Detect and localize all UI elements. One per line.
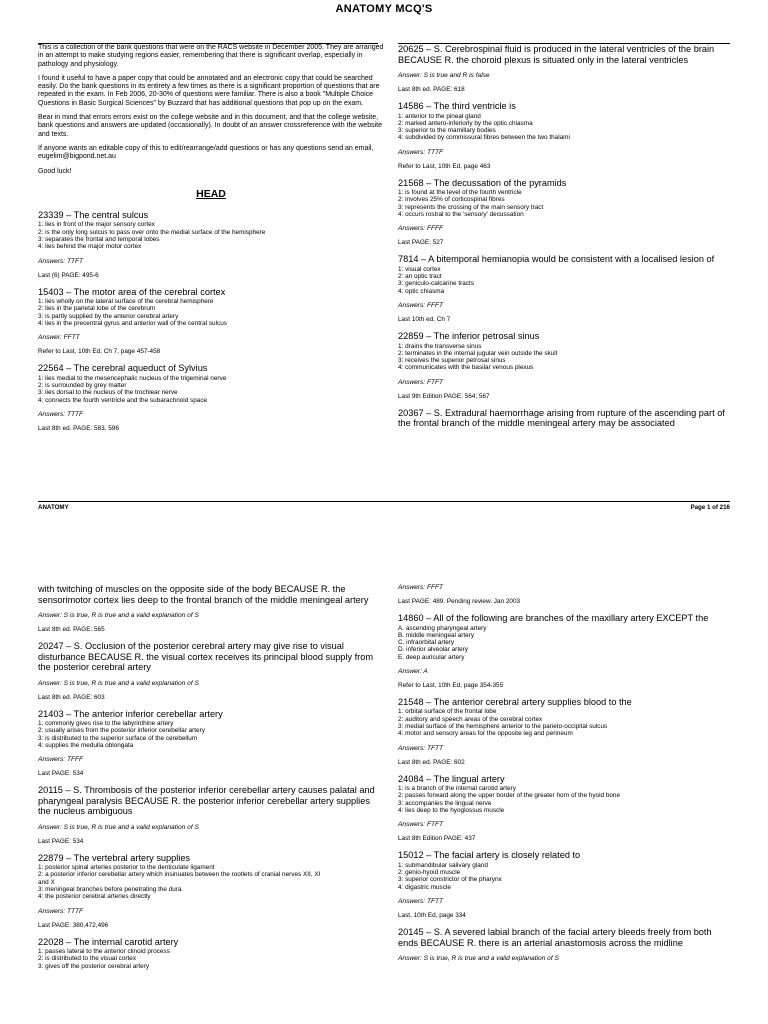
- reference: Last 9th Edition PAGE: 564; 567: [398, 392, 490, 400]
- answer: Answers: TTTF: [38, 907, 84, 915]
- question-options: [38, 720, 384, 749]
- reference: Last (6) PAGE: 495-6: [38, 271, 99, 279]
- document-page-2: [0, 578, 768, 1024]
- reference: Last, 10th Ed, page 334: [398, 912, 466, 920]
- question-title: 15012 – The facial artery is closely related to: [398, 850, 581, 861]
- question-options: [398, 785, 730, 814]
- question-option: 4: digastric muscle: [398, 883, 451, 891]
- question: [38, 853, 384, 929]
- intro-text: [38, 44, 384, 176]
- question-title: 21548 – The anterior cerebral artery supplies blood to the: [398, 696, 632, 707]
- question: [398, 850, 730, 919]
- answer: Answers: TFFF: [38, 756, 84, 764]
- question-option: 3: is partly supplied by the anterior cerebral artery: [38, 312, 179, 320]
- question: [38, 287, 384, 356]
- question: [38, 937, 384, 970]
- question-option: 2: passes forward along the upper border of the greater horn of the hyoid bone: [398, 792, 621, 800]
- question-option: 2: auditory and speech areas of the cerebral cortex: [398, 715, 543, 723]
- question-option: 4: the posterior cerebral arteries directly: [38, 893, 151, 901]
- page2-left-column: [38, 584, 384, 970]
- question-option: 1: lies in front of the major sensory cortex: [38, 221, 155, 229]
- question: [398, 331, 730, 400]
- question-option: A. ascending pharyngeal artery: [398, 624, 487, 632]
- reference: Last 8th ed. PAGE: 565: [38, 626, 105, 633]
- reference: Last 8th ed. PAGE: 603: [38, 693, 105, 701]
- reference: Refer to Last, 10th Ed, Ch 7, page 457-458: [38, 348, 161, 356]
- question-option: 4: motor and sensory areas for the opposite leg and perineum: [398, 730, 573, 738]
- answer: Answers: FTFT: [398, 821, 444, 829]
- question-option: 3: superior constrictor of the pharynx: [398, 876, 502, 884]
- question-option: 4: lies deep to the hyoglossus muscle: [398, 807, 505, 815]
- question-option: 2: usually arises from the posterior inferior cerebellar artery: [38, 727, 205, 735]
- question-title: 20367 – S. Extradural haemorrhage arising from rupture of the ascending part of the frontal branch of the middle meningeal artery may be associated: [398, 407, 725, 429]
- page1-left-column: [38, 44, 384, 440]
- question-options: [38, 948, 384, 970]
- answer: Answer: S is true, R is true and a valid explanation of S: [38, 612, 199, 619]
- question-option: 2: involves 25% of corticospinal fibres: [398, 196, 505, 204]
- question-option: 1: orbital surface of the frontal lobe: [398, 708, 497, 716]
- question-option: 4: supplies the medulla oblongata: [38, 741, 134, 749]
- question-option: 3: gives off the posterior cerebral artery: [38, 962, 150, 970]
- question-option: 1: is a branch of the internal carotid artery: [398, 785, 516, 793]
- question-options: [38, 298, 384, 327]
- question-option: 4: connects the fourth ventricle and the subarachnoid space: [38, 396, 208, 404]
- question-title: 20115 – S. Thrombosis of the posterior inferior cerebellar artery causes palatal and pharyngeal paralysis BECAUSE R. the posterior inferior cerebellar artery supplies the nucleus ambiguous: [38, 785, 375, 817]
- question-option: 2: marked antero-inferiorly by the optic chiasma: [398, 119, 533, 127]
- reference: Last PAGE: 534: [38, 837, 84, 845]
- question-option: B. middle meningeal artery: [398, 631, 475, 639]
- question-options: [398, 266, 730, 295]
- question-options: [398, 189, 730, 218]
- reference: Last 8th Edition PAGE: 437: [398, 835, 476, 843]
- answer: Answers: TTFT: [38, 257, 84, 265]
- answer: Answers: TFTT: [398, 744, 444, 752]
- question-list: [398, 613, 730, 919]
- question-option: 2: a posterior inferior cerebellar artery which insinuates between the rootlets of cranial nerves XII, XI: [38, 871, 321, 879]
- question: [38, 641, 384, 701]
- question-title: 24084 – The lingual artery: [398, 773, 505, 784]
- continued-question-text: with twitching of muscles on the opposite side of the body BECAUSE R. the sensorimotor cortex lies deep to the frontal branch of the middle meningeal artery: [38, 584, 369, 605]
- question-option: 1: lies medial to the mesencephalic nucleus of the trigeminal nerve: [38, 374, 227, 382]
- answer: Answers: TTTF: [38, 410, 84, 418]
- question-title: 21403 – The anterior inferior cerebellar artery: [38, 708, 223, 719]
- question-option: 2: is surrounded by grey matter: [38, 382, 127, 390]
- reference: Refer to Last, 10th Ed, page 354-355: [398, 681, 504, 689]
- question-option: 3: lies dorsal to the nucleus of the trochlear nerve: [38, 389, 178, 397]
- question-title: 20625 – S. Cerebrospinal fluid is produced in the lateral ventricles of the brain BECAUSE R. the choroid plexus is situated only in the lateral ventricles: [398, 44, 715, 65]
- reference: Last 10th ed, Ch 7: [398, 316, 451, 324]
- question: [38, 363, 384, 432]
- question-option: 1: submandibular salivary gland: [398, 861, 488, 869]
- answer: Answer: FFTT: [38, 334, 80, 342]
- intro-paragraph: I found it useful to have a paper copy that could be annotated and an electronic copy that could be searched easily. Do the bank questions in its entirety a few times as there is a significant proportion of questions that are repeated in the exam. In Feb 2006, 20-30% of questions were familiar. There is also a book "Multiple Choice Questions in Basic Surgical Sciences" by Buzzard that has additional questions that pop up on the exam.: [38, 74, 380, 107]
- question-option: 1: commonly gives rise to the labyrinthine artery: [38, 720, 174, 727]
- question-list: [38, 210, 384, 432]
- footer-label: ANATOMY: [38, 504, 69, 511]
- question-option: 4: optic chiasma: [398, 287, 445, 295]
- question-option: 2: lies in the parietal lobe of the cerebrum: [38, 305, 156, 313]
- question-option: 3: is distributed to the superior surface of the cerebellum: [38, 734, 198, 742]
- page2-right-column: [398, 584, 730, 962]
- question: [38, 709, 384, 778]
- question-option: 3: accompanies the lingual nerve: [398, 799, 492, 807]
- question: [398, 254, 730, 323]
- reference: Last 8th ed. PAGE: 602: [398, 758, 465, 766]
- question-title: 7814 – A bitemporal hemianopia would be consistent with a localised lesion of: [398, 254, 715, 265]
- answer: Answer: S is true, R is true and a valid explanation of S: [38, 679, 199, 687]
- question-option: 4: occurs rostral to the 'sensory' decussation: [398, 211, 524, 219]
- question-options: [398, 343, 730, 372]
- question-option: 2: is distributed to the visual cortex: [38, 955, 137, 963]
- question-option: 3: represents the crossing of the main sensory tract: [398, 203, 544, 211]
- answer: Answers: FFFT: [398, 584, 444, 591]
- question-option: 1: visual cortex: [398, 265, 441, 273]
- question-option: 4: subdivided by commissural fibres between the two thalami: [398, 134, 570, 142]
- question: [38, 785, 384, 845]
- question-option: 2: genio-hyoid muscle: [398, 869, 461, 877]
- question-option: 3: meningeal branches before penetrating the dura: [38, 886, 182, 894]
- question-title: 14586 – The third ventricle is: [398, 101, 516, 111]
- question-option: 1: passes lateral to the anterior clinoid process: [38, 948, 170, 956]
- intro-paragraph: This is a collection of the bank questions that were on the RACS website in December 2005. They are arranged in an attempt to make studying regions easier, remembering that there is significant overlap, especially in pathology and physiology.: [38, 44, 384, 68]
- intro-paragraph: Bear in mind that errors errors exist on the college website and in this document, and that the college website, bank questions and answers are updated (occasionally). In doubt of an answer crossreference with the website and texts.: [38, 114, 382, 138]
- question-option: 4: communicates with the basilar venous plexus: [398, 364, 534, 372]
- reference: Last PAGE: 489. Pending review. Jan 2003: [398, 598, 521, 605]
- question-title: 22564 – The cerebral aqueduct of Sylvius: [38, 363, 208, 374]
- question-option: 3: receives the superior petrosal sinus: [398, 357, 506, 365]
- question-options: [38, 221, 384, 250]
- question-options: [38, 864, 384, 900]
- reference: Last PAGE: 534: [38, 770, 84, 778]
- question-option: 4: lies behind the major motor cortex: [38, 243, 142, 251]
- answer: Answers: TFTT: [398, 898, 444, 906]
- document-title: ANATOMY MCQ'S: [335, 3, 433, 15]
- question-title: 22879 – The vertebral artery supplies: [38, 852, 191, 863]
- question: [398, 613, 730, 689]
- question-title: 14860 – All of the following are branches of the maxillary artery EXCEPT the: [398, 613, 709, 623]
- question-option: 1: lies wholly on the lateral surface of the cerebral hemisphere: [38, 298, 214, 306]
- question-title: 22859 – The inferior petrosal sinus: [398, 331, 540, 342]
- question-option: 1: is found at the level of the fourth ventricle: [398, 189, 522, 197]
- intro-paragraph: If anyone wants an editable copy of this to edit/rearrange/add questions or has any questions send an email, eugelim@bigpond.net.au: [38, 144, 374, 161]
- question: [398, 774, 730, 843]
- question-title: 23339 – The central sulcus: [38, 209, 149, 220]
- question: [398, 101, 730, 170]
- intro-paragraph: Good luck!: [38, 167, 72, 175]
- answer: Answer: S is true, R is true and a valid explanation of S: [398, 955, 559, 963]
- question-options: [398, 113, 730, 142]
- reference: Last 8th ed. PAGE: 583, 596: [38, 424, 119, 432]
- question-title: 22028 – The internal carotid artery: [38, 936, 179, 947]
- question-title: 20145 – S. A severed labial branch of the facial artery bleeds freely from both ends BECAUSE R. there is an arterial anastomosis across the midline: [398, 927, 712, 948]
- question-option: 3: medial surface of the hemisphere anterior to the parieto-occipital sulcus: [398, 723, 608, 731]
- question-option: 3: superior to the mamillary bodies: [398, 127, 496, 135]
- question-option: 2: an optic tract: [398, 273, 442, 281]
- question-option: 2: is the only long sulcus to pass over onto the medial surface of the hemisphere: [38, 228, 266, 236]
- reference: Refer to Last, 10th Ed, page 463: [398, 162, 491, 170]
- answer: Answers: FTFT: [398, 378, 444, 386]
- page1-right-column: [398, 44, 730, 430]
- reference: Last PAGE: 380,472,496: [38, 921, 109, 929]
- question-title: 15403 – The motor area of the cerebral cortex: [38, 286, 226, 297]
- question-list: [38, 641, 384, 929]
- page-number: Page 1 of 216: [690, 504, 730, 511]
- question-options: [38, 375, 384, 404]
- question-options: [398, 862, 730, 891]
- question-options: [398, 708, 730, 737]
- question-options: [398, 625, 730, 661]
- answer: Answers: FFFT: [398, 302, 444, 310]
- question-option: 1: anterior to the pineal gland: [398, 112, 481, 120]
- answer: Answer: S is true, R is true and a valid explanation of S: [38, 823, 199, 831]
- question-option: and X: [38, 878, 55, 886]
- question-option: C. infraorbital artery: [398, 639, 455, 647]
- reference: Last PAGE: 527: [398, 239, 444, 247]
- question: [398, 697, 730, 766]
- question-option: 3: geniculo-calcarine tracts: [398, 280, 475, 288]
- question: [398, 927, 730, 962]
- question: [38, 210, 384, 279]
- question-option: 1: posterior spinal arteries posterior to the denticulate ligament: [38, 864, 215, 872]
- question-title: 21568 – The decussation of the pyramids: [398, 177, 567, 188]
- section-heading: HEAD: [196, 187, 226, 200]
- answer: Answer: S is true and R is false: [398, 72, 490, 79]
- question: [398, 44, 730, 93]
- question-title: 20247 – S. Occlusion of the posterior cerebral artery may give rise to visual disturbance BECAUSE R. the visual cortex receives its principal blood supply from the posterior cerebral artery: [38, 641, 373, 672]
- question-option: 4: lies in the precentral gyrus and anterior wall of the central sulcus: [38, 319, 227, 327]
- question-option: E. deep auricular artery: [398, 653, 465, 661]
- question-list: [398, 44, 730, 400]
- page-gap: [0, 512, 768, 578]
- answer: Answers: FFFF: [398, 225, 444, 233]
- question-option: 1: drains the transverse sinus: [398, 342, 482, 350]
- reference: Last 8th ed. PAGE: 618: [398, 86, 465, 93]
- answer: Answer: A: [398, 667, 428, 675]
- question: [398, 178, 730, 247]
- question-option: D. inferior alveolar artery: [398, 646, 468, 654]
- answer: Answers: TTTF: [398, 148, 444, 156]
- question-option: 3: separates the frontal and temporal lobes: [38, 235, 160, 243]
- question-option: 2: terminates in the internal jugular vein outside the skull: [398, 349, 558, 357]
